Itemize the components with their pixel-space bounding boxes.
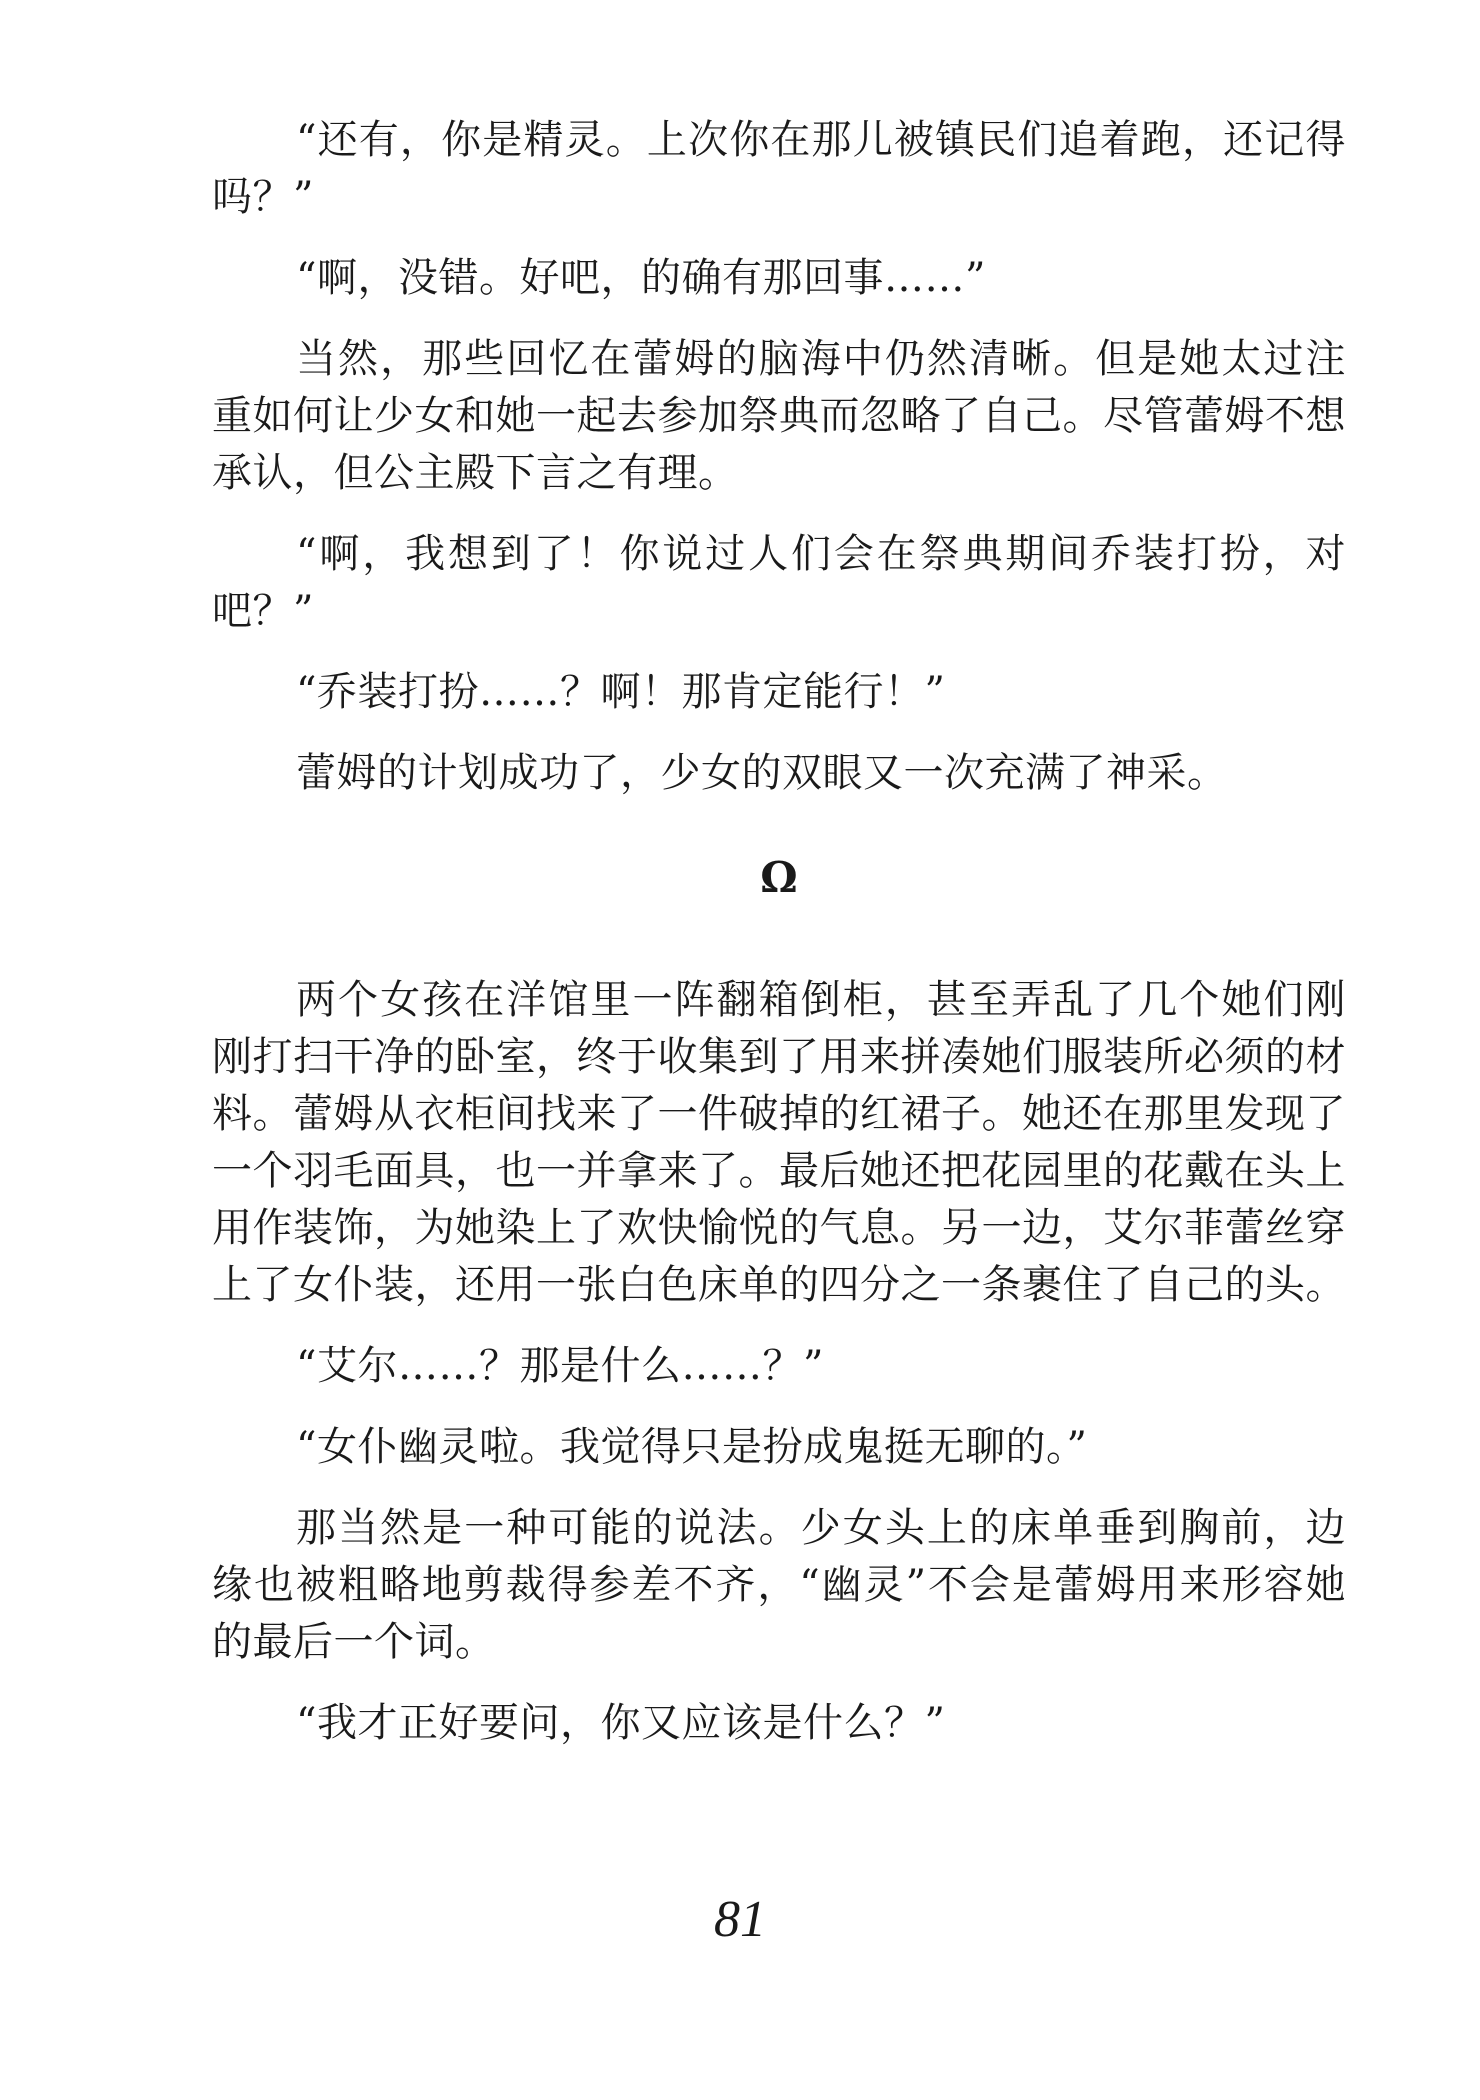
paragraph: “艾尔……？那是什么……？” [296,1343,824,1389]
paragraph: 两个女孩在洋馆里一阵翻箱倒柜，甚至弄乱了几个她们刚刚打扫干净的卧室，终于收集到了用来拼凑她们服装所必须的材料。蕾姆从衣柜间找来了一件破掉的红裙子。她还在那里发现了一个羽毛面具，也一并拿来了。最后她还把花园里的花戴在头上用作装饰，为她染上了欢快愉悦的气息。另一边，艾尔菲蕾丝穿上了女仆装，还用一张白色床单的四分之一条裹住了自己的头。 [212,977,1346,1308]
paragraph: “还有，你是精灵。上次你在那儿被镇民们追着跑，还记得吗？” [212,117,1346,220]
paragraph: “我才正好要问，你又应该是什么？” [296,1700,946,1746]
paragraph: 那当然是一种可能的说法。少女头上的床单垂到胸前，边缘也被粗略地剪裁得参差不齐，“幽灵”不会是蕾姆用来形容她的最后一个词。 [212,1505,1346,1665]
page-number: 81 [714,1891,766,1948]
section-break-mark: Ω [760,853,798,902]
page-content [212,112,1346,1776]
paragraph: “啊，我想到了！你说过人们会在祭典期间乔装打扮，对吧？” [212,531,1346,634]
paragraph: “乔装打扮……？啊！那肯定能行！” [296,669,946,715]
paragraph: “女仆幽灵啦。我觉得只是扮成鬼挺无聊的。” [296,1424,1088,1470]
paragraph: 当然，那些回忆在蕾姆的脑海中仍然清晰。但是她太过注重如何让少女和她一起去参加祭典而忽略了自己。尽管蕾姆不想承认，但公主殿下言之有理。 [212,336,1346,496]
paragraph: “啊，没错。好吧，的确有那回事……” [296,255,986,301]
paragraph: 蕾姆的计划成功了，少女的双眼又一次充满了神采。 [296,750,1228,796]
